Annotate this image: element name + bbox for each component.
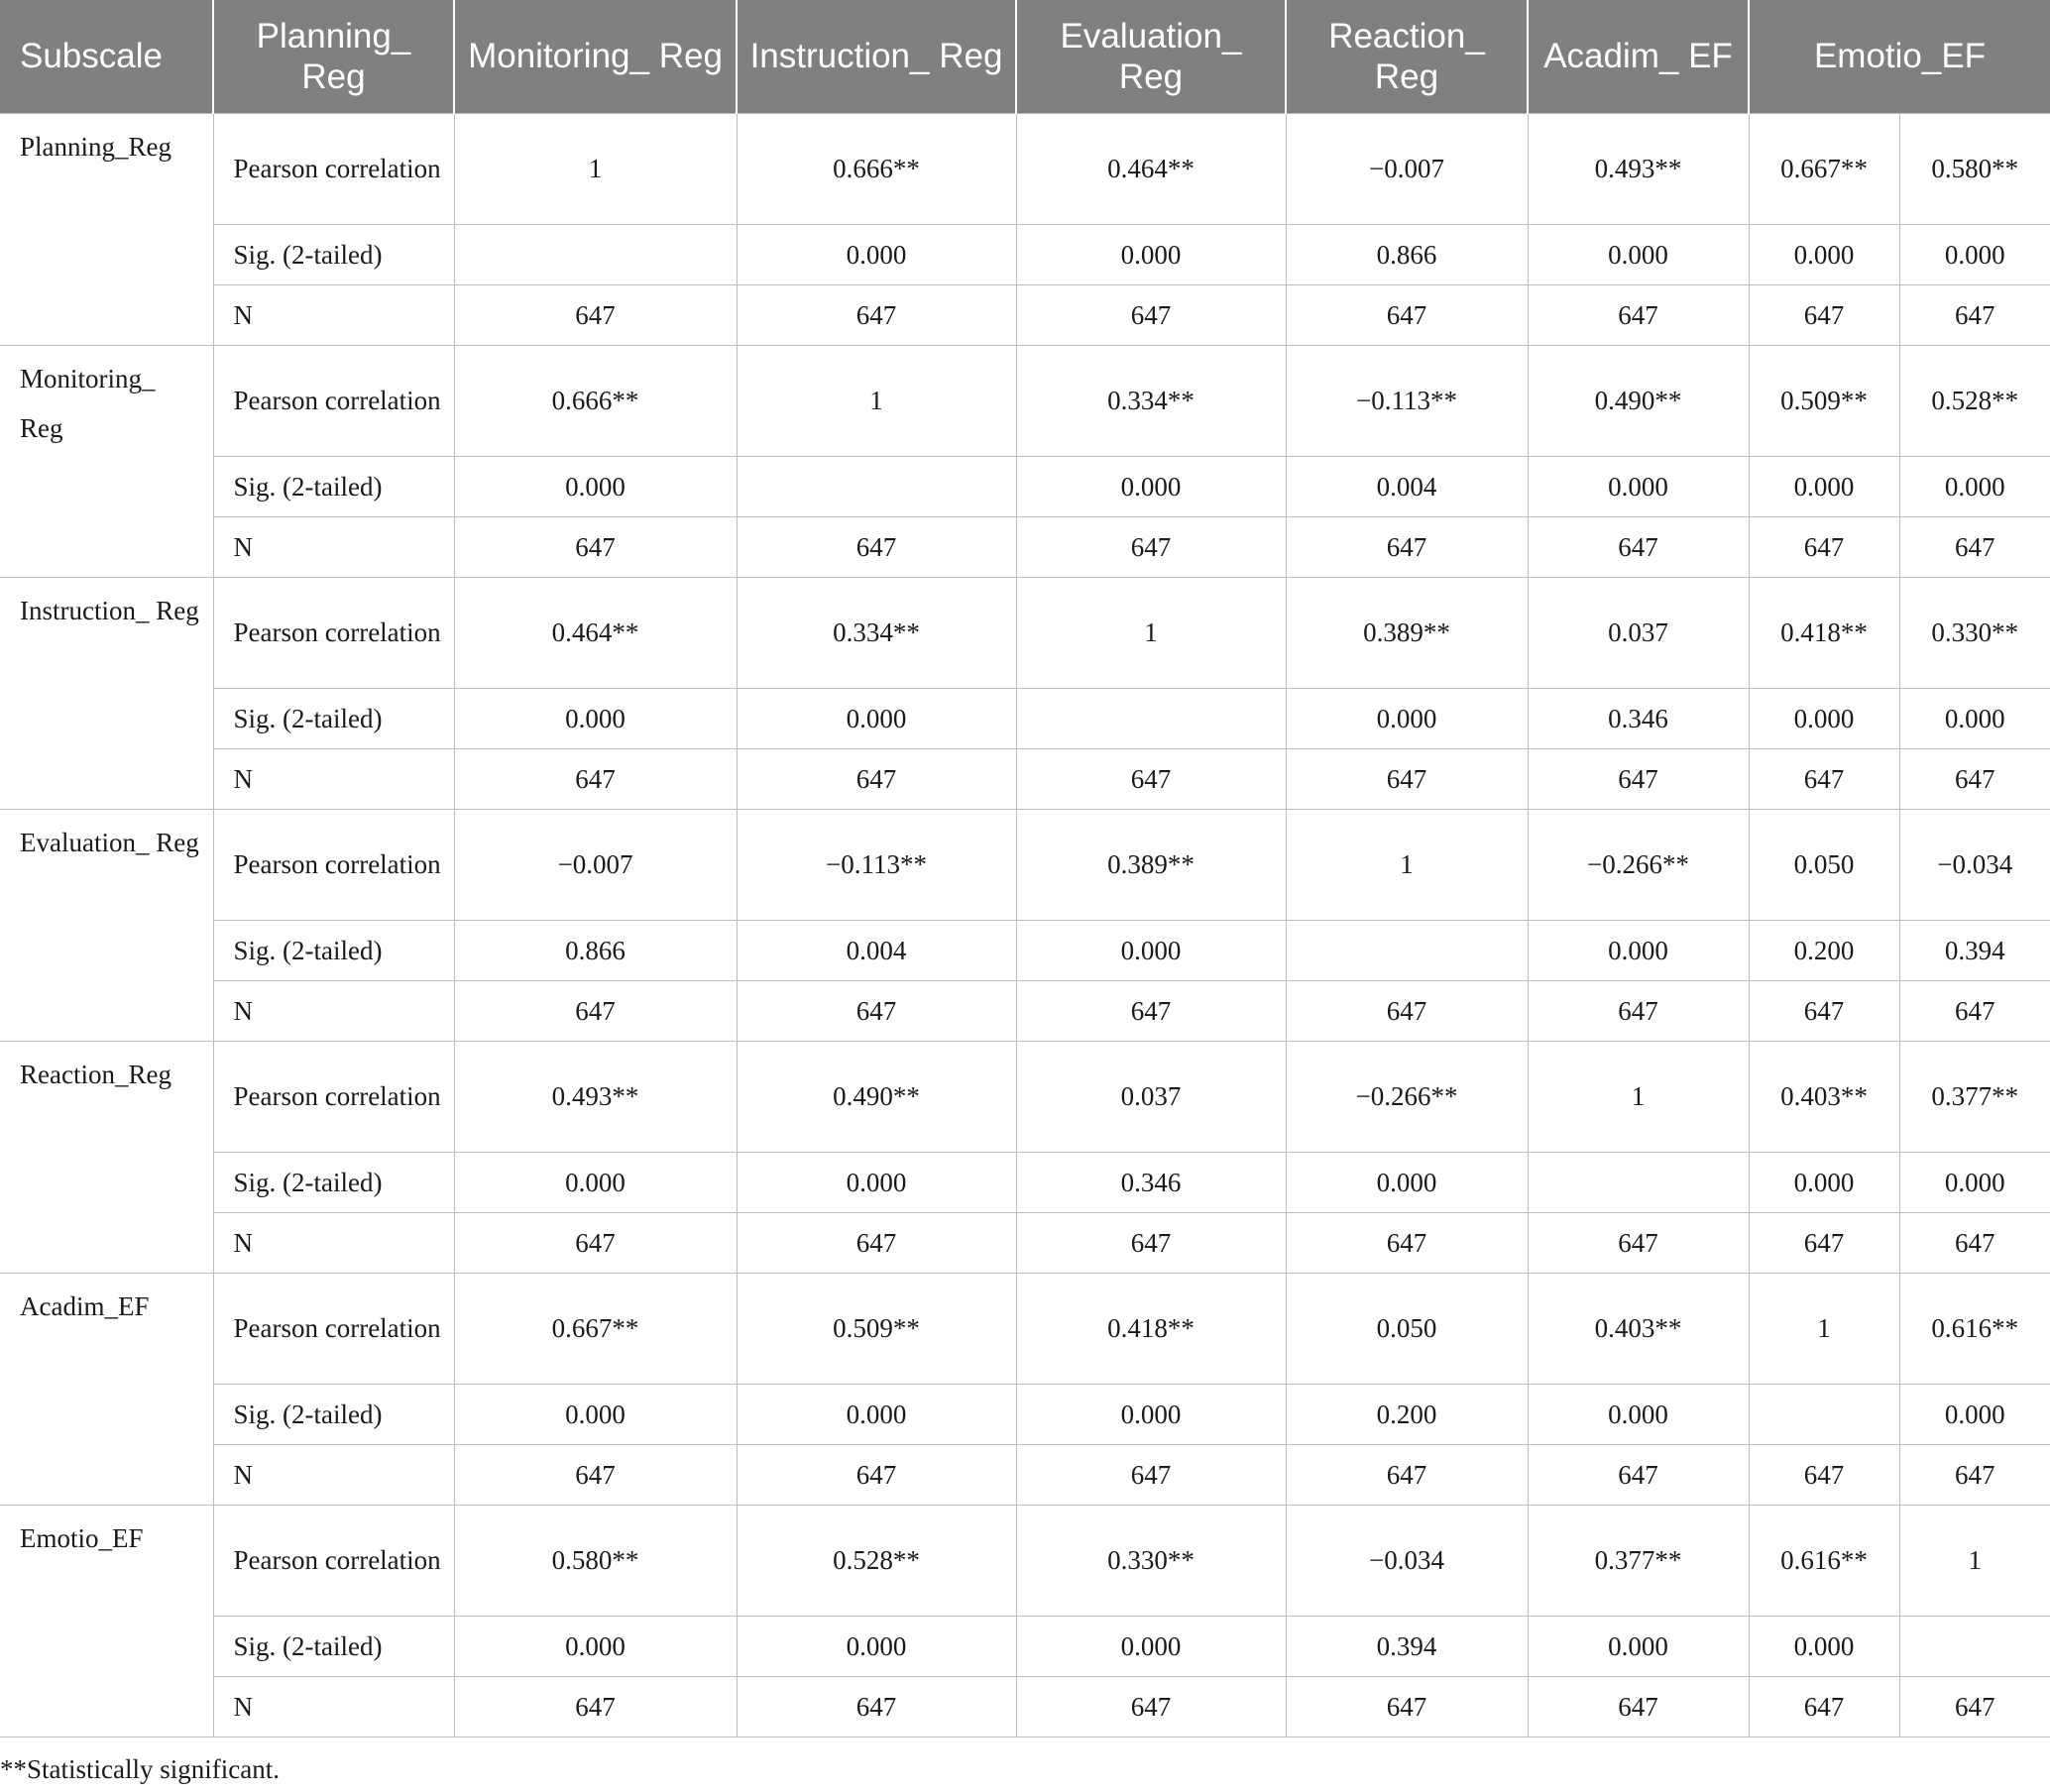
table-cell: 647 xyxy=(1528,748,1749,809)
table-cell: 0.000 xyxy=(1899,224,2050,284)
n-row xyxy=(0,1444,2050,1505)
table-cell: 647 xyxy=(1286,1444,1528,1505)
table-cell: 647 xyxy=(737,748,1016,809)
table-cell: 0.000 xyxy=(454,1152,737,1212)
table-cell: 647 xyxy=(1286,1212,1528,1273)
table-cell: 647 xyxy=(1899,1212,2050,1273)
pearson-row xyxy=(0,809,2050,920)
table-cell: 647 xyxy=(1286,516,1528,577)
table-cell: 0.509** xyxy=(737,1273,1016,1384)
table-cell: 647 xyxy=(454,980,737,1041)
table-cell: 647 xyxy=(454,284,737,345)
pearson-row xyxy=(0,1273,2050,1384)
statistic-label: Pearson correlation xyxy=(213,345,454,456)
table-cell: 647 xyxy=(1286,1676,1528,1736)
sig-row xyxy=(0,1616,2050,1676)
table-cell: 647 xyxy=(1899,516,2050,577)
table-cell: 0.000 xyxy=(737,224,1016,284)
table-cell: 647 xyxy=(1016,748,1286,809)
table-cell: 647 xyxy=(1899,980,2050,1041)
table-cell: 647 xyxy=(1749,516,1899,577)
header-row xyxy=(0,0,2050,113)
table-cell: 647 xyxy=(1016,980,1286,1041)
n-row xyxy=(0,1676,2050,1736)
subscale-label: Planning_Reg xyxy=(0,113,213,345)
subscale-label: Instruction_ Reg xyxy=(0,577,213,809)
table-cell: 0.000 xyxy=(737,688,1016,748)
table-cell: 647 xyxy=(1749,1212,1899,1273)
table-cell: 0.000 xyxy=(1749,1152,1899,1212)
table-cell: 647 xyxy=(737,1676,1016,1736)
table-cell: 0.000 xyxy=(737,1384,1016,1444)
table-cell: −0.007 xyxy=(454,809,737,920)
table-cell: 0.490** xyxy=(737,1041,1016,1152)
table-cell: 0.377** xyxy=(1528,1505,1749,1616)
table-cell: 0.000 xyxy=(454,1384,737,1444)
table-cell: 647 xyxy=(1016,1444,1286,1505)
table-cell: 1 xyxy=(454,113,737,224)
table-cell: 647 xyxy=(454,1212,737,1273)
table-cell: 1 xyxy=(1528,1041,1749,1152)
statistic-label: N xyxy=(213,748,454,809)
table-cell: 0.580** xyxy=(454,1505,737,1616)
subscale-label: Monitoring_ Reg xyxy=(0,345,213,577)
sig-row xyxy=(0,1384,2050,1444)
sig-row xyxy=(0,224,2050,284)
table-cell: 647 xyxy=(1749,748,1899,809)
table-cell: 0.418** xyxy=(1749,577,1899,688)
table-cell: 0.000 xyxy=(1016,456,1286,516)
table-cell: 0.000 xyxy=(1749,456,1899,516)
table-cell: 647 xyxy=(454,748,737,809)
table-cell: 647 xyxy=(737,1444,1016,1505)
header-emotio-ef: Emotio_EF xyxy=(1749,0,2050,113)
pearson-row xyxy=(0,1041,2050,1152)
table-cell xyxy=(1016,688,1286,748)
table-cell: 647 xyxy=(1899,1676,2050,1736)
sig-row xyxy=(0,1152,2050,1212)
table-cell: 0.000 xyxy=(1286,688,1528,748)
table-cell: 0.004 xyxy=(737,920,1016,980)
table-cell: 0.334** xyxy=(737,577,1016,688)
table-cell: 0.000 xyxy=(1016,920,1286,980)
table-cell: 647 xyxy=(737,1212,1016,1273)
table-cell: 0.000 xyxy=(454,1616,737,1676)
statistic-label: Sig. (2-tailed) xyxy=(213,456,454,516)
table-cell: 0.616** xyxy=(1749,1505,1899,1616)
table-cell: 0.667** xyxy=(454,1273,737,1384)
statistic-label: N xyxy=(213,1212,454,1273)
table-cell: 0.403** xyxy=(1528,1273,1749,1384)
table-cell: 0.330** xyxy=(1016,1505,1286,1616)
table-cell: 0.000 xyxy=(454,456,737,516)
table-cell: −0.113** xyxy=(737,809,1016,920)
statistic-label: Sig. (2-tailed) xyxy=(213,224,454,284)
table-cell: 0.000 xyxy=(1528,920,1749,980)
table-cell: 0.580** xyxy=(1899,113,2050,224)
header-acadim-ef: Acadim_ EF xyxy=(1528,0,1749,113)
table-cell: 647 xyxy=(1286,748,1528,809)
table-cell: 0.000 xyxy=(454,688,737,748)
table-cell: 0.000 xyxy=(1899,1384,2050,1444)
table-cell: 0.000 xyxy=(1749,224,1899,284)
table-cell xyxy=(454,224,737,284)
table-cell: 0.000 xyxy=(1528,1384,1749,1444)
statistic-label: Pearson correlation xyxy=(213,1505,454,1616)
table-cell: 647 xyxy=(1528,980,1749,1041)
table-cell: 0.000 xyxy=(1016,1616,1286,1676)
n-row xyxy=(0,748,2050,809)
statistic-label: Pearson correlation xyxy=(213,577,454,688)
statistic-label: N xyxy=(213,1676,454,1736)
table-cell: −0.034 xyxy=(1286,1505,1528,1616)
table-cell: 647 xyxy=(1749,1444,1899,1505)
sig-row xyxy=(0,456,2050,516)
table-cell: 647 xyxy=(454,1444,737,1505)
table-cell: 0.490** xyxy=(1528,345,1749,456)
pearson-row xyxy=(0,1505,2050,1616)
table-cell: 0.464** xyxy=(454,577,737,688)
statistic-label: Sig. (2-tailed) xyxy=(213,1384,454,1444)
statistic-label: Pearson correlation xyxy=(213,1041,454,1152)
table-cell: −0.034 xyxy=(1899,809,2050,920)
table-cell: 647 xyxy=(1899,1444,2050,1505)
table-body xyxy=(0,113,2050,1736)
statistic-label: Pearson correlation xyxy=(213,1273,454,1384)
table-cell: 0.000 xyxy=(1749,688,1899,748)
statistic-label: N xyxy=(213,980,454,1041)
n-row xyxy=(0,980,2050,1041)
table-cell: 0.334** xyxy=(1016,345,1286,456)
table-cell: 0.200 xyxy=(1286,1384,1528,1444)
table-cell: −0.007 xyxy=(1286,113,1528,224)
header-subscale: Subscale xyxy=(0,0,213,113)
table-cell: 0.509** xyxy=(1749,345,1899,456)
table-cell: 0.037 xyxy=(1528,577,1749,688)
pearson-row xyxy=(0,345,2050,456)
statistic-label: Pearson correlation xyxy=(213,809,454,920)
table-cell xyxy=(1528,1152,1749,1212)
table-cell: 647 xyxy=(1899,284,2050,345)
table-cell: 647 xyxy=(1528,284,1749,345)
table-cell: 0.418** xyxy=(1016,1273,1286,1384)
table-cell: 0.389** xyxy=(1286,577,1528,688)
table-cell: 647 xyxy=(1899,748,2050,809)
table-cell: 0.004 xyxy=(1286,456,1528,516)
table-cell: 647 xyxy=(1749,1676,1899,1736)
table-cell: 0.000 xyxy=(1528,456,1749,516)
statistic-label: N xyxy=(213,284,454,345)
table-cell: 0.403** xyxy=(1749,1041,1899,1152)
table-cell: 0.050 xyxy=(1749,809,1899,920)
table-cell: 647 xyxy=(1286,284,1528,345)
subscale-label: Acadim_EF xyxy=(0,1273,213,1505)
table-cell: 0.866 xyxy=(1286,224,1528,284)
table-cell: 647 xyxy=(1749,980,1899,1041)
sig-row xyxy=(0,920,2050,980)
table-cell: 647 xyxy=(454,1676,737,1736)
statistic-label: Sig. (2-tailed) xyxy=(213,920,454,980)
statistic-label: Sig. (2-tailed) xyxy=(213,1152,454,1212)
table-cell: 0.616** xyxy=(1899,1273,2050,1384)
table-cell: 647 xyxy=(737,516,1016,577)
header-evaluation-reg: Evaluation_ Reg xyxy=(1016,0,1286,113)
table-cell: 0.000 xyxy=(737,1152,1016,1212)
table-cell: −0.266** xyxy=(1528,809,1749,920)
subscale-label: Evaluation_ Reg xyxy=(0,809,213,1041)
table-cell: 0.000 xyxy=(1286,1152,1528,1212)
footnote: **Statistically significant. xyxy=(0,1754,280,1784)
table-cell: 647 xyxy=(1528,1676,1749,1736)
table-cell: 647 xyxy=(737,980,1016,1041)
table-cell: 0.528** xyxy=(1899,345,2050,456)
table-cell: 1 xyxy=(1286,809,1528,920)
statistic-label: N xyxy=(213,1444,454,1505)
subscale-label: Emotio_EF xyxy=(0,1505,213,1736)
table-cell xyxy=(737,456,1016,516)
table-cell: 0.000 xyxy=(1749,1616,1899,1676)
table-cell: 0.000 xyxy=(1899,456,2050,516)
table-cell: 0.493** xyxy=(1528,113,1749,224)
table-cell: 0.666** xyxy=(737,113,1016,224)
table-cell: 0.866 xyxy=(454,920,737,980)
table-cell: 0.000 xyxy=(1016,1384,1286,1444)
table-cell: 1 xyxy=(1749,1273,1899,1384)
table-cell: 647 xyxy=(1528,1212,1749,1273)
table-cell: 0.346 xyxy=(1016,1152,1286,1212)
table-cell: 0.394 xyxy=(1286,1616,1528,1676)
table-cell: 0.000 xyxy=(1016,224,1286,284)
table-cell: 0.000 xyxy=(737,1616,1016,1676)
statistic-label: Sig. (2-tailed) xyxy=(213,688,454,748)
n-row xyxy=(0,1212,2050,1273)
statistic-label: Pearson correlation xyxy=(213,113,454,224)
table-cell: 0.000 xyxy=(1899,688,2050,748)
table-cell: 0.394 xyxy=(1899,920,2050,980)
table-cell: 647 xyxy=(1286,980,1528,1041)
table-cell: 647 xyxy=(454,516,737,577)
n-row xyxy=(0,284,2050,345)
pearson-row xyxy=(0,113,2050,224)
statistic-label: Sig. (2-tailed) xyxy=(213,1616,454,1676)
header-reaction-reg: Reaction_ Reg xyxy=(1286,0,1528,113)
table-cell: −0.266** xyxy=(1286,1041,1528,1152)
n-row xyxy=(0,516,2050,577)
table-cell: 1 xyxy=(737,345,1016,456)
table-cell xyxy=(1749,1384,1899,1444)
header-instruction-reg: Instruction_ Reg xyxy=(737,0,1016,113)
table-cell: 647 xyxy=(1528,1444,1749,1505)
table-cell: 0.330** xyxy=(1899,577,2050,688)
table-cell: 0.493** xyxy=(454,1041,737,1152)
table-cell: −0.113** xyxy=(1286,345,1528,456)
table-cell: 0.050 xyxy=(1286,1273,1528,1384)
table-cell xyxy=(1899,1616,2050,1676)
table-cell: 1 xyxy=(1899,1505,2050,1616)
table-cell: 0.346 xyxy=(1528,688,1749,748)
table-cell: 0.377** xyxy=(1899,1041,2050,1152)
table-cell: 0.464** xyxy=(1016,113,1286,224)
statistic-label: N xyxy=(213,516,454,577)
header-planning-reg: Planning_ Reg xyxy=(213,0,454,113)
table-cell: 0.667** xyxy=(1749,113,1899,224)
table-cell xyxy=(1286,920,1528,980)
table-cell: 1 xyxy=(1016,577,1286,688)
table-cell: 647 xyxy=(1016,1676,1286,1736)
table-cell: 0.666** xyxy=(454,345,737,456)
table-cell: 0.037 xyxy=(1016,1041,1286,1152)
table-cell: 647 xyxy=(737,284,1016,345)
table-cell: 647 xyxy=(1749,284,1899,345)
table-cell: 0.000 xyxy=(1528,1616,1749,1676)
table-cell: 0.000 xyxy=(1528,224,1749,284)
table-cell: 0.389** xyxy=(1016,809,1286,920)
sig-row xyxy=(0,688,2050,748)
table-cell: 647 xyxy=(1016,284,1286,345)
table-cell: 647 xyxy=(1016,1212,1286,1273)
table-cell: 0.000 xyxy=(1899,1152,2050,1212)
table-cell: 647 xyxy=(1528,516,1749,577)
table-cell: 647 xyxy=(1016,516,1286,577)
subscale-label: Reaction_Reg xyxy=(0,1041,213,1273)
table-cell: 0.528** xyxy=(737,1505,1016,1616)
header-monitoring-reg: Monitoring_ Reg xyxy=(454,0,737,113)
table-cell: 0.200 xyxy=(1749,920,1899,980)
pearson-row xyxy=(0,577,2050,688)
